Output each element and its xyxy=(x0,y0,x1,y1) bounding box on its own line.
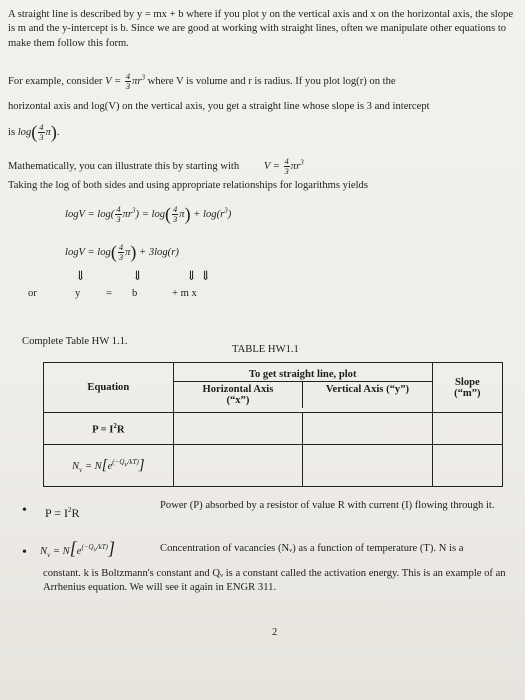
taking-log-line: Taking the log of both sides and using appropriate relationships for logarithms yields xyxy=(8,180,368,191)
answer-cell[interactable] xyxy=(173,413,303,445)
header-straight-line: To get straight line, plot Horizontal Axis (“x”) Vertical Axis (“y”) xyxy=(173,363,432,413)
bullet-icon: • xyxy=(22,503,27,518)
mapping-mx: + m x xyxy=(172,288,197,299)
or-label: or xyxy=(28,288,37,299)
example-line-1: For example, consider V = $\frac{4}{3}$ $\pi r^3$ where V is volume and r is radius. If you plot log(r) on the xyxy=(8,71,396,91)
page-number: 2 xyxy=(272,627,278,638)
mapping-equals: = xyxy=(106,288,112,299)
example-line-3: is log( $\frac{4}{3}$ π). xyxy=(8,122,60,142)
hw-table xyxy=(43,362,503,487)
bullet-desc2: Concentration of vacancies (Nᵥ) as a function of temperature (T). N is a xyxy=(160,543,464,554)
bullet-desc1: Power (P) absorbed by a resistor of value R with current (I) flowing through it. xyxy=(160,500,495,511)
mapping-b: b xyxy=(132,288,138,299)
answer-cell[interactable] xyxy=(303,413,433,445)
mapping-y: y xyxy=(75,288,81,299)
intro-paragraph: A straight line is described by y = mx + b where if you plot y on the vertical axis and x on the horizontal axis, the slope is m and the y-intercept is b. Since we are good at working with straight lines, often we manipulate other equations to make them follow this form. xyxy=(8,9,514,49)
bullet-eq1: $P = I^2R$ xyxy=(45,506,80,520)
down-arrow-icon: ⇓ xyxy=(75,268,86,283)
answer-cell[interactable] xyxy=(303,445,433,487)
table-row-eq2: $N_v = N[e^{(-Q_v/kT)}]$ xyxy=(44,445,174,487)
constant-paragraph: constant. k is Boltzmann's constant and Qᵥ is a constant called the activation energy. This is an example of an Arrhenius equation. We will see it again in ENGR 311. xyxy=(43,568,506,594)
header-equation: Equation xyxy=(44,363,174,413)
example-line-2: horizontal axis and log(V) on the vertical axis, you get a straight line whose slope is 3 and intercept xyxy=(8,101,430,112)
bullet-icon: • xyxy=(22,545,27,560)
answer-cell[interactable] xyxy=(432,445,502,487)
down-arrow-icon: ⇓ ⇓ xyxy=(186,268,212,283)
log-equation-2: logV = log( $\frac{4}{3}$ π) + 3log(r) xyxy=(65,242,179,262)
complete-table-label: Complete Table HW 1.1. xyxy=(22,336,128,347)
header-slope: Slope (“m”) xyxy=(432,363,502,413)
table-row-eq1: $P = I^2R$ xyxy=(44,413,174,445)
down-arrow-icon: ⇓ xyxy=(132,268,143,283)
log-equation-1: logV = log( $\frac{4}{3}$ $\pi r^3) = \log$( $\frac{4}{3}$ $\pi) + \log(r^3)$ xyxy=(65,204,232,224)
math-illustrate-line: Mathematically, you can illustrate this by starting with V = $\frac{4}{3}$ $\pi r^3$ xyxy=(8,156,304,176)
bullet-eq2: $N_v = N[e^{(-Q_v/kT)}]$ xyxy=(40,538,115,560)
answer-cell[interactable] xyxy=(173,445,303,487)
answer-cell[interactable] xyxy=(432,413,502,445)
table-caption: TABLE HW1.1 xyxy=(232,344,299,355)
